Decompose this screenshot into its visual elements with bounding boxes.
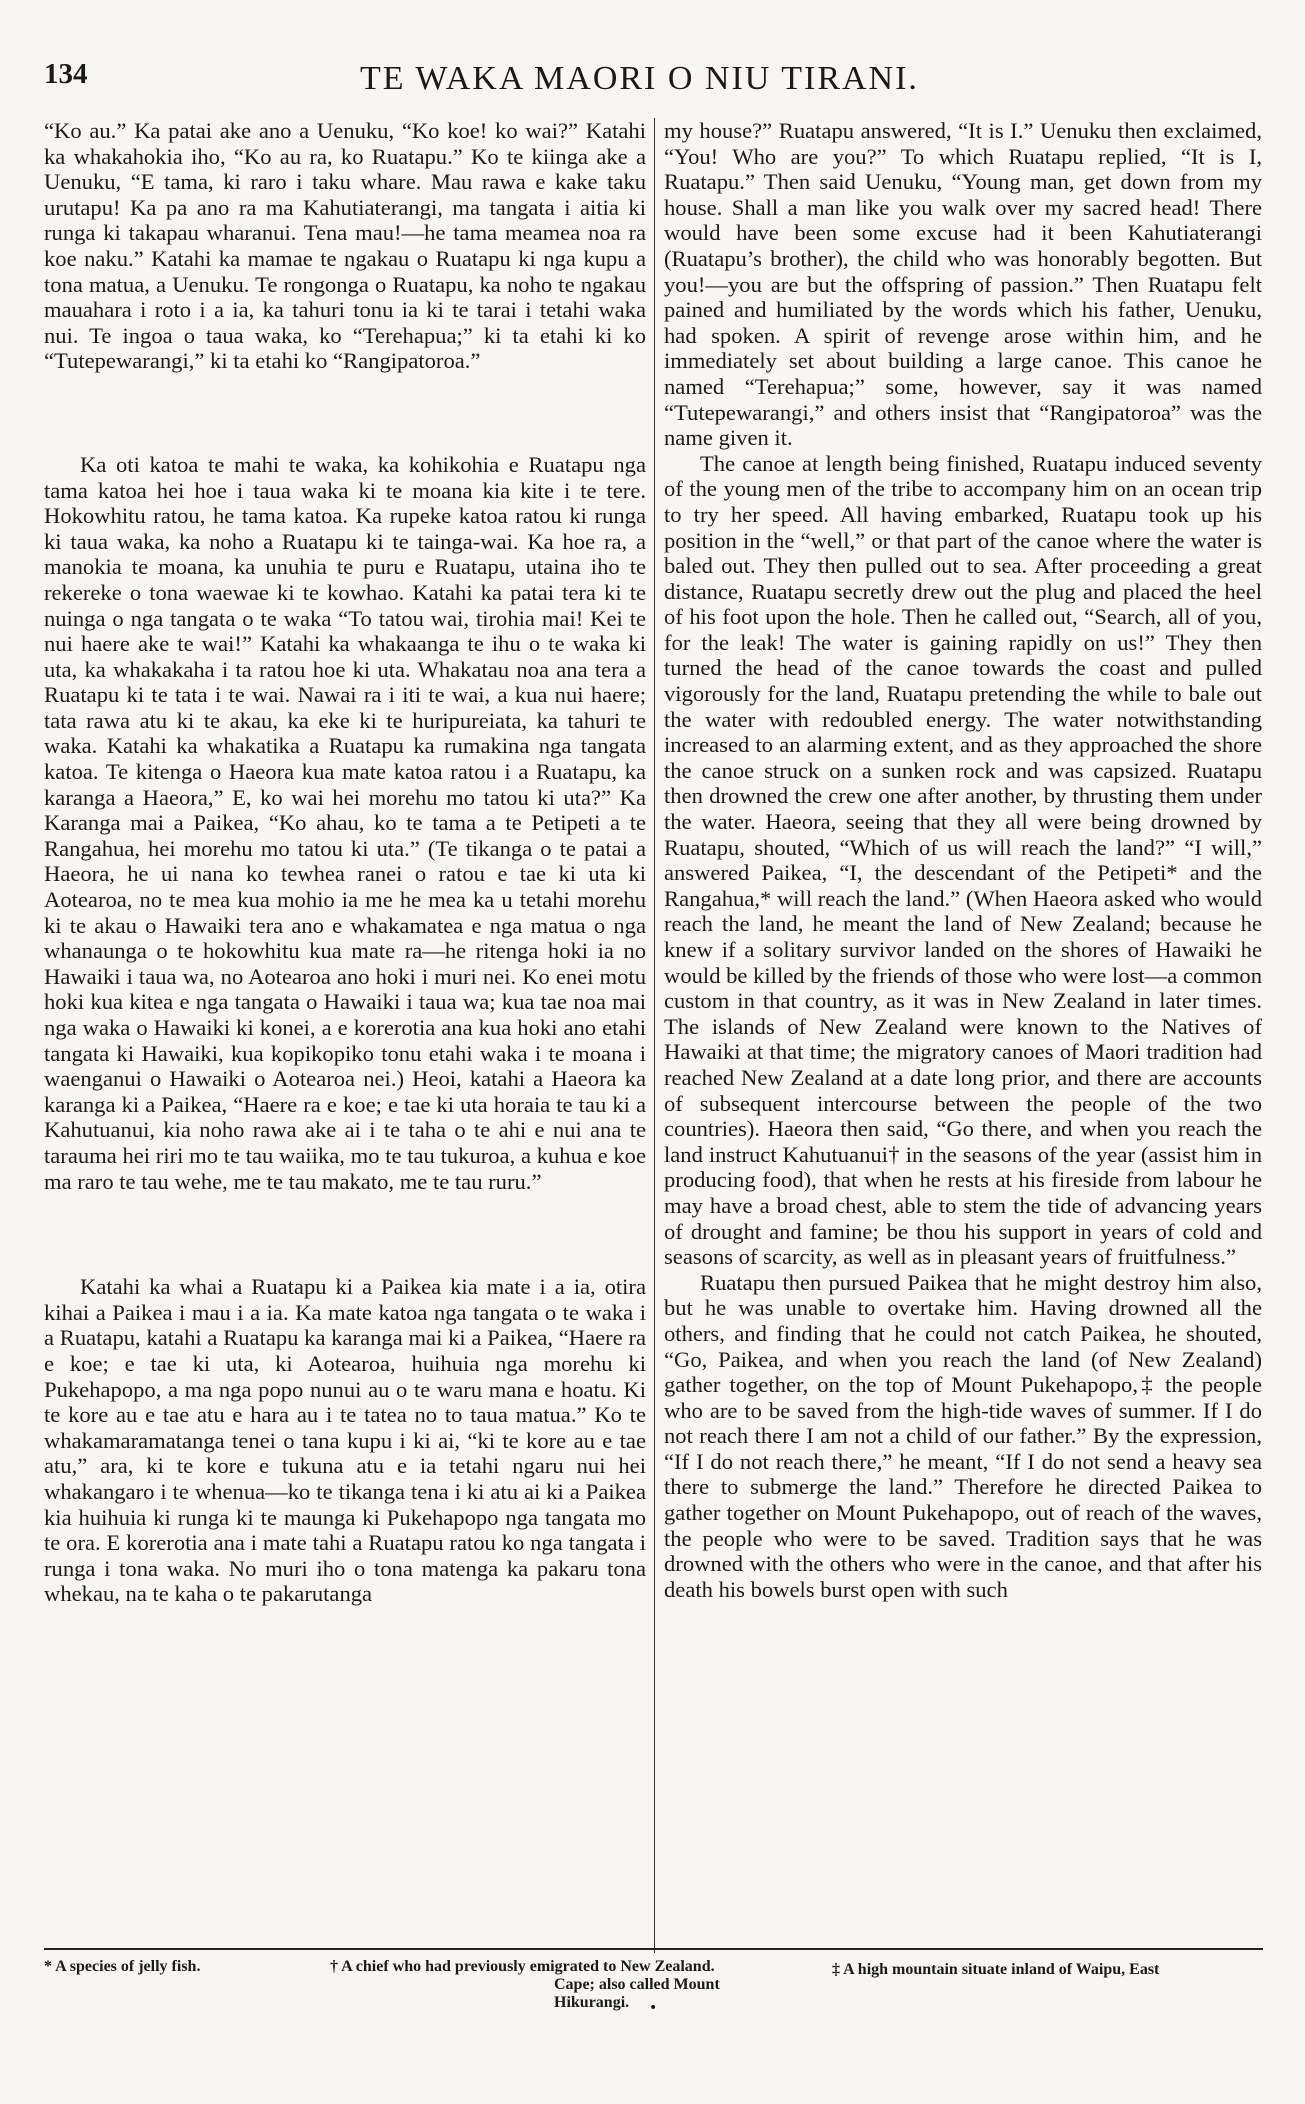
english-paragraph-1: my house?” Ruatapu answered, “It is I.” Uenuku then exclaimed, “You! Who are you?” To which Ruatapu replied, “It is I, Ruatapu.” Then said Uenuku, “Young man, get down from my house. Shall a man like you walk over my sacred head! There would have been some excuse had it been Kahutiaterangi (Ruatapu’s brother), the child who was honorably begotten. But you!—you are but the offspring of passion.” Then Ruatapu felt pained and humiliated by the words which his father, Uenuku, had spoken. A spirit of revenge arose within him, and he immediately set about building a large canoe. This canoe he named “Terehapua;” some, however, say it was named “Tutepewarangi,” and others insist that “Rangipatoroa” was the name given it. <box>664 118 1262 451</box>
page-number: 134 <box>44 58 88 90</box>
maori-text-column <box>44 118 646 1607</box>
footnote-jelly-fish: * A species of jelly fish. <box>44 1958 201 1975</box>
maori-paragraph-1: “Ko au.” Ka patai ake ano a Uenuku, “Ko koe! ko wai?” Katahi ka whakahokia iho, “Ko au ra, ko Ruatapu.” Ko te kiinga ake a Uenuku, “E tama, ki raro i taku whare. Mau rawa e kake taku urutapu! Ka pa ano ra ma Kahutiaterangi, ma tangata i aitia ki runga ki takapau wharanui. Tena mau!—he tama meamea noa ra koe naku.” Katahi ka mamae te ngakau o Ruatapu ki nga kupu a tona matua, a Uenuku. Te rongonga o Ruatapu, ka noho te ngakau mauahara i roto i a ia, ka tahuri tonu ia ki te tarai i tetahi waka nui. Te ingoa o taua waka, ko “Terehapua;” ki ta etahi ki ko “Tutepewarangi,” ki ta etahi ko “Rangipatoroa.” <box>44 118 646 374</box>
english-paragraph-2: The canoe at length being finished, Ruatapu induced seventy of the young men of the tribe to accompany him on an ocean trip to try her speed. All having embarked, Ruatapu took up his position in the “well,” or that part of the canoe where the water is baled out. They then pulled out to sea. After proceeding a great distance, Ruatapu secretly drew out the plug and placed the heel of his foot upon the hole. Then he called out, “Search, all of you, for the leak! The water is gaining rapidly on us!” They then turned the head of the canoe towards the coast and pulled vigorously for the land, Ruatapu pretending the while to bale out the water with redoubled energy. The water notwithstanding increased to an alarming extent, and as they approached the shore the canoe struck on a sunken rock and was capsized. Ruatapu then drowned the crew one after another, by thrusting them under the water. Haeora, seeing that they all were being drowned by Ruatapu, shouted, “Which of us will reach the land?” “I will,” answered Paikea, “I, the descendant of the Petipeti* and the Rangahua,* will reach the land.” (When Haeora asked who would reach the land, he meant the land of New Zealand; because he knew if a solitary survivor landed on the shores of Hawaiki he would be killed by the friends of those who were lost—a common custom in that country, as it was in New Zealand in later times. The islands of New Zealand were known to the Natives of Hawaiki at that time; the migratory canoes of Maori tradition had reached New Zealand at a date long prior, and there are accounts of subsequent intercourse between the people of the two countries). Haeora then said, “Go there, and when you reach the land instruct Kahutuanui† in the seasons of the year (assist him in producing food), that when he rests at his fireside from labour he may have a broad chest, able to stem the tide of advancing years of drought and famine; be thou his support in years of cold and seasons of scarcity, as well as in pleasant years of fruitfulness.” <box>664 450 1262 1270</box>
column-divider <box>654 118 655 1953</box>
running-head-title: TE WAKA MAORI O NIU TIRANI. <box>360 60 919 97</box>
footnote-divider <box>44 1948 1263 1950</box>
english-text-column <box>664 118 1262 1602</box>
footnote-chief-line2: Cape; also called Mount Hikurangi. <box>554 1976 720 2011</box>
footnote-chief-line1: † A chief who had previously emigrated to New Zealand. <box>330 1958 715 1975</box>
maori-paragraph-3: Katahi ka whai a Ruatapu ki a Paikea kia mate i a ia, otira kihai a Paikea i mau i a ia. Ka mate katoa nga tangata o te waka i a Ruatapu, katahi a Ruatapu ka karanga mai ki a Paikea, “Haere ra e koe; e tae ki uta, ki Aotearoa, huihuia nga morehu ki Pukehapopo, a ma nga popo nunui au o te waru mana e hoatu. Ki te kore au e tae atu e hara au i te tatea no to taua matua.” Ko te whakamaramatanga tenei o tana kupu i ki ai, “ki te kore au e tae atu,” ara, ki te kore e tukuna atu e ia tetahi ngaru nui hei whakangaro i te whenua—ko te tikanga tena i ki atu ai ki a Paikea kia huihuia ki runga ki te maunga ki Pukehapopo nga tangata mo te ora. E korerotia ana i mate tahi a Ruatapu ratou ko nga tangata i runga i tona waka. No muri iho o tona matenga ka pakaru tona whekau, na te kaha o te pakarutanga <box>44 1274 646 1607</box>
footnote-mountain: ‡ A high mountain situate inland of Waipu, East <box>832 1961 1160 1978</box>
maori-paragraph-2: Ka oti katoa te mahi te waka, ka kohikohia e Ruatapu nga tama katoa hei hoe i taua waka ki te moana kia kite i te tere. Hokowhitu ratou, he tama katoa. Ka rupeke katoa ratou ki runga ki taua waka, ka noho a Ruatapu ki te tainga-wai. Ka hoe ra, a manokia te moana, ka unuhia te puru e Ruatapu, utaina iho te rekereke o tona waewae ki te kowhao. Katahi ka patai tera ki te nuinga o nga tangata o te waka “To tatou wai, tirohia mai! Kei te nui haere ake te wai!” Katahi ka whakaanga te ihu o te waka ki uta, ka whakakaha i ta ratou hoe ki uta. Whakatau noa ana tera a Ruatapu ki te tata i te wai. Nawai ra i iti te wai, a kua nui haere; tata rawa atu ki te akau, ka eke ki te huripureiata, ka tahuri te waka. Katahi ka whakatika a Ruatapu ka rumakina nga tangata katoa. Te kitenga o Haeora kua mate katoa ratou i a Ruatapu, ka karanga a Haeora,” E, ko wai hei morehu mo tatou ki uta?” Ka Karanga mai a Paikea, “Ko ahau, ko te tama a te Petipeti a te Rangahua, hei morehu mo tatou ki uta.” (Te tikanga o te patai a Haeora, he ui nana ko tewhea ranei o ratou e tae ki uta ki Aotearoa, no te mea kua mohio ia me he mea ka u tetahi morehu ki te akau o Hawaiki tera ano e whakamatea e nga matua o nga whanaunga o te hokowhitu kua mate ra—he ritenga hoki ia no Hawaiki i taua wa, no Aotearoa ano hoki i muri nei. Ko enei motu hoki kua kitea e nga tangata o Hawaiki i taua wa; kua tae noa mai nga waka o Hawaiki ki konei, a e korerotia ana kua hoki ano etahi tangata ki Hawaiki, kua kopikopiko tonu etahi waka i te moana i waenganui o Hawaiki o Aotearoa nei.) Heoi, katahi a Haeora ka karanga ki a Paikea, “Haere ra e koe; e tae ki uta horaia te tau ki a Kahutuanui, kia noho rawa ake ai i te taha o te ahi e nui ana te tarauma hei riri mo te tau waiika, mo te tau tukuroa, a kuhua e koe ma raro te tau wehe, me te tau makato, me te tau ruru.” <box>44 451 646 1194</box>
footer-mark: • <box>649 2000 658 2016</box>
english-paragraph-3: Ruatapu then pursued Paikea that he might destroy him also, but he was unable to overtake him. Having drowned all the others, and finding that he could not catch Paikea, he shouted, “Go, Paikea, and when you reach the land (of New Zealand) gather together, on the top of Mount Pukehapopo,‡ the people who are to be saved from the high-tide waves of summer. If I do not reach there I am not a child of our father.” By the expression, “If I do not reach there,” he meant, “If I do not send a heavy sea there to submerge the land.” Therefore he directed Paikea to gather together on Mount Pukehapopo, out of reach of the waves, the people who were to be saved. Tradition says that he was drowned with the others who were in the canoe, and that after his death his bowels burst open with such <box>664 1269 1262 1602</box>
footnote-chief <box>330 1958 790 2012</box>
